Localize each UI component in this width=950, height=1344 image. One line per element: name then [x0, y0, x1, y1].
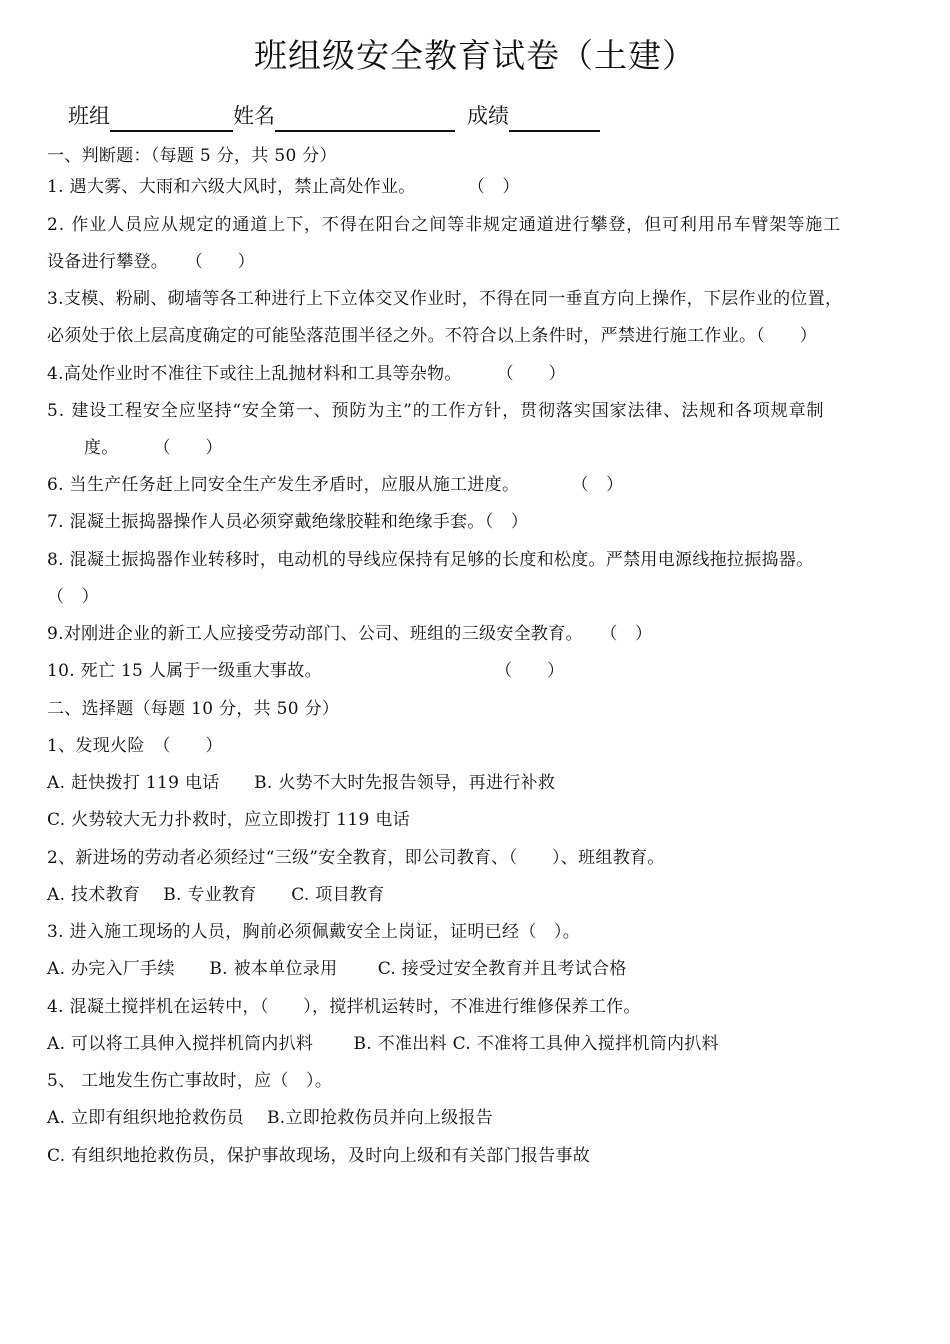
section-heading-multiple-choice: 二、选择题（每题 10 分，共 50 分）	[47, 699, 340, 719]
tf-question-3-line-1: 3.支模、粉刷、砌墙等各工种进行上下立体交叉作业时，不得在同一垂直方向上操作，下层作业的位置，	[47, 289, 843, 309]
tf-question-10: 10. 死亡 15 人属于一级重大事故。 （ ）	[47, 661, 565, 681]
mc-question-3-options: A. 办完入厂手续 B. 被本单位录用 C. 接受过安全教育并且考试合格	[47, 959, 627, 979]
tf-question-2-line-2: 设备进行攀登。 （ ）	[47, 252, 255, 272]
tf-question-6: 6. 当生产任务赶上同安全生产发生矛盾时，应服从施工进度。 （ ）	[47, 475, 624, 495]
tf-question-1: 1. 遇大雾、大雨和六级大风时，禁止高处作业。 （ ）	[47, 177, 520, 197]
class-label: 班组	[68, 104, 110, 128]
mc-question-2-options: A. 技术教育 B. 专业教育 C. 项目教育	[47, 885, 385, 905]
tf-question-7: 7. 混凝土振捣器操作人员必须穿戴绝缘胶鞋和绝缘手套。（ ）	[47, 512, 529, 532]
mc-question-5: 5、 工地发生伤亡事故时，应（ ）。	[47, 1071, 333, 1091]
tf-question-9: 9.对刚进企业的新工人应接受劳动部门、公司、班组的三级安全教育。 （ ）	[47, 624, 653, 644]
score-blank[interactable]	[509, 102, 600, 132]
mc-question-1: 1、发现火险 （ ）	[47, 736, 223, 756]
mc-question-1-option-c: C. 火势较大无力扑救时，应立即拨打 119 电话	[47, 810, 410, 830]
tf-question-8-line-2: （ ）	[47, 587, 99, 607]
tf-question-5-line-1: 5. 建设工程安全应坚持“安全第一、预防为主”的工作方针，贯彻落实国家法律、法规和各项规章制	[47, 401, 825, 421]
header-fields	[68, 100, 600, 134]
tf-question-4: 4.高处作业时不准往下或往上乱抛材料和工具等杂物。 （ ）	[47, 364, 566, 384]
mc-question-2: 2、新进场的劳动者必须经过“三级”安全教育，即公司教育、（ ）、班组教育。	[47, 848, 665, 868]
mc-question-4: 4. 混凝土搅拌机在运转中，（ ），搅拌机运转时，不准进行维修保养工作。	[47, 997, 641, 1017]
tf-question-2-line-1: 2. 作业人员应从规定的通道上下，不得在阳台之间等非规定通道进行攀登，但可利用吊车臂架等施工	[47, 215, 842, 235]
tf-question-8-line-1: 8. 混凝土振捣器作业转移时，电动机的导线应保持有足够的长度和松度。严禁用电源线拖拉振捣器。	[47, 550, 814, 570]
score-label: 成绩	[467, 104, 509, 128]
mc-question-1-options-ab: A. 赶快拨打 119 电话 B. 火势不大时先报告领导，再进行补救	[47, 773, 556, 793]
mc-question-3: 3. 进入施工现场的人员，胸前必须佩戴安全上岗证，证明已经（ ）。	[47, 922, 581, 942]
tf-question-3-line-2: 必须处于依上层高度确定的可能坠落范围半径之外。不符合以上条件时，严禁进行施工作业。（ ）	[47, 326, 817, 346]
page-title: 班组级安全教育试卷（土建）	[254, 36, 696, 75]
tf-question-5-line-2: 度。 （ ）	[84, 438, 223, 458]
class-blank[interactable]	[110, 102, 233, 132]
name-blank[interactable]	[275, 102, 455, 132]
name-label: 姓名	[233, 104, 275, 128]
mc-question-5-options-ab: A. 立即有组织地抢救伤员 B.立即抢救伤员并向上级报告	[47, 1108, 494, 1128]
mc-question-4-options: A. 可以将工具伸入搅拌机筒内扒料 B. 不准出料 C. 不准将工具伸入搅拌机筒内扒料	[47, 1034, 719, 1054]
section-heading-true-false: 一、判断题：（每题 5 分，共 50 分）	[47, 146, 337, 166]
mc-question-5-option-c: C. 有组织地抢救伤员，保护事故现场，及时向上级和有关部门报告事故	[47, 1146, 591, 1166]
